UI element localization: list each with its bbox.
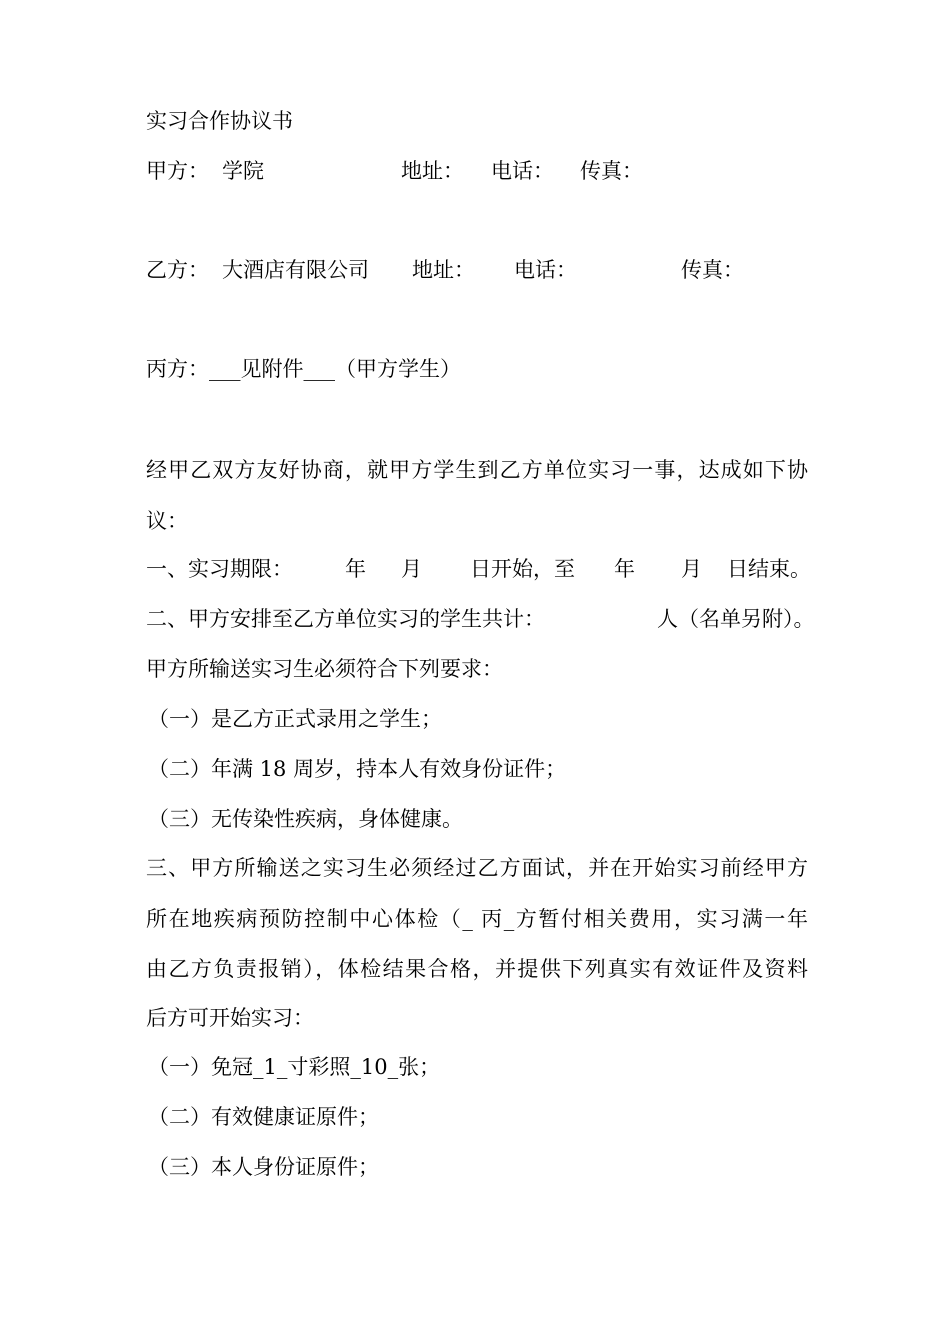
party-a-name: 学院 bbox=[222, 159, 264, 183]
party-b-fax-label: 传真： bbox=[681, 258, 744, 282]
clause-1-month-end: 月 bbox=[681, 557, 702, 581]
clause-3-item-1: （一）免冠_1_寸彩照_10_张； bbox=[148, 1055, 441, 1079]
intro-line-1: 经甲乙双方友好协商，就甲方学生到乙方单位实习一事，达成如下协 bbox=[146, 458, 808, 482]
clause-2-requirements: 甲方所输送实习生必须符合下列要求： bbox=[146, 657, 503, 681]
clause-2-tail: 人（名单另附）。 bbox=[657, 607, 815, 631]
clause-2-item-2: （二）年满 18 周岁，持本人有效身份证件； bbox=[148, 757, 567, 781]
party-a-address-label: 地址： bbox=[401, 159, 464, 183]
party-b-name: 大酒店有限公司 bbox=[222, 258, 369, 282]
document-title: 实习合作协议书 bbox=[146, 109, 293, 133]
party-b-label: 乙方： bbox=[146, 258, 209, 282]
intro-line-2: 议： bbox=[146, 509, 188, 533]
party-a-label: 甲方： bbox=[146, 159, 209, 183]
clause-1-lead: 一、实习期限： bbox=[146, 557, 293, 581]
clause-3-item-2: （二）有效健康证原件； bbox=[148, 1105, 379, 1129]
party-c-line: 丙方：___见附件___（甲方学生） bbox=[146, 357, 461, 381]
clause-3-line-2: 所在地疾病预防控制中心体检（_ 丙_方暂付相关费用，实习满一年 bbox=[146, 907, 808, 931]
clause-2-item-3: （三）无传染性疾病，身体健康。 bbox=[148, 807, 463, 831]
clause-1-year-end: 年 bbox=[614, 557, 635, 581]
clause-1-month-start: 月 bbox=[401, 557, 422, 581]
clause-3-item-3: （三）本人身份证原件； bbox=[148, 1155, 379, 1179]
clause-1-day-start: 日开始，至 bbox=[470, 557, 575, 581]
clause-1-year-start: 年 bbox=[345, 557, 366, 581]
party-a-fax-label: 传真： bbox=[580, 159, 643, 183]
party-b-phone-label: 电话： bbox=[514, 258, 577, 282]
clause-2-lead: 二、甲方安排至乙方单位实习的学生共计： bbox=[146, 607, 545, 631]
clause-1-day-end: 日结束。 bbox=[727, 557, 811, 581]
party-b-address-label: 地址： bbox=[412, 258, 475, 282]
clause-3-line-1: 三、甲方所输送之实习生必须经过乙方面试，并在开始实习前经甲方 bbox=[146, 856, 808, 880]
party-a-phone-label: 电话： bbox=[491, 159, 554, 183]
clause-3-line-3: 由乙方负责报销），体检结果合格，并提供下列真实有效证件及资料 bbox=[146, 957, 808, 981]
clause-3-line-4: 后方可开始实习： bbox=[146, 1006, 314, 1030]
clause-2-item-1: （一）是乙方正式录用之学生； bbox=[148, 707, 442, 731]
